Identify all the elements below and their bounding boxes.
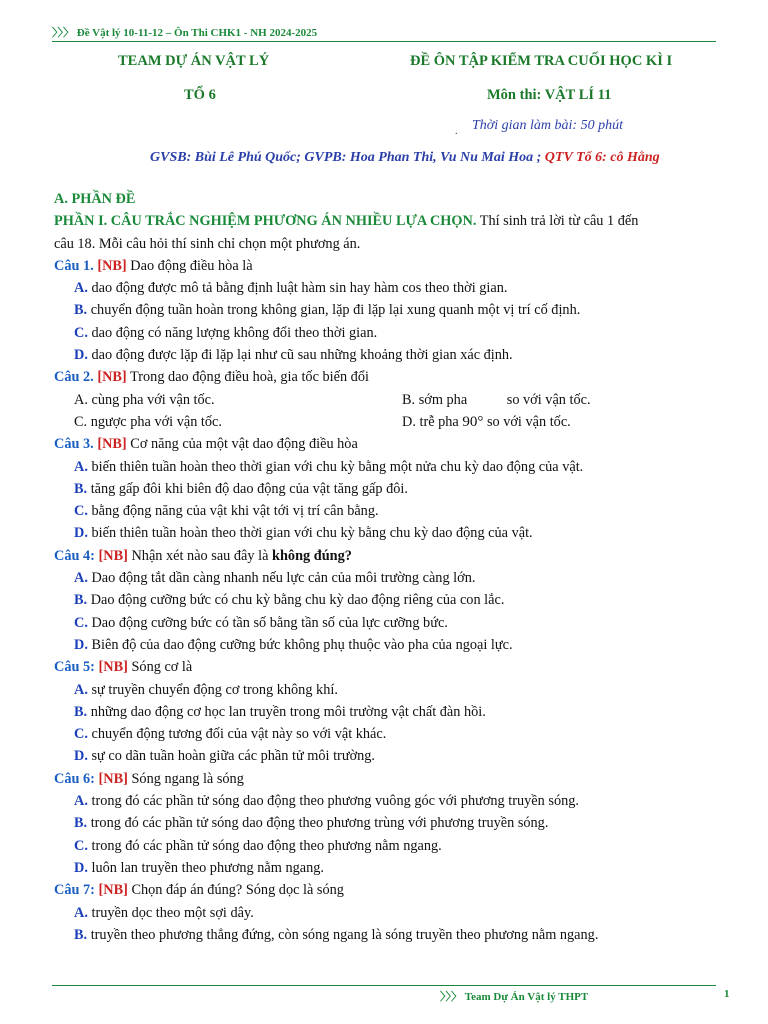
- staff-credits: [150, 150, 660, 166]
- question-stem: Sóng ngang là sóng: [131, 770, 244, 787]
- option-letter: B.: [74, 926, 88, 943]
- part1-desc-line2: câu 18. Mỗi câu hỏi thí sinh chỉ chọn một phương án.: [54, 235, 361, 252]
- option-letter: A.: [74, 280, 88, 297]
- option-text: cùng pha với vận tốc.: [91, 391, 215, 408]
- option-text: dao động được lặp đi lặp lại như cũ sau những khoảng thời gian xác định.: [91, 347, 513, 364]
- question-label: Câu 6:: [54, 770, 95, 787]
- option-text: chuyển động tương đối của vật này so với vật khác.: [91, 726, 387, 743]
- question-stem: Sóng cơ là: [131, 659, 193, 676]
- option-row: [54, 389, 734, 411]
- part1-title: PHẦN I. CÂU TRẮC NGHIỆM PHƯƠNG ÁN NHIỀU LỰA CHỌN.: [54, 213, 477, 230]
- question-level: [NB]: [97, 436, 127, 453]
- option-text: Dao động cưỡng bức có chu kỳ bằng chu kỳ dao động riêng của con lắc.: [90, 592, 505, 609]
- option-text: luôn lan truyền theo phương nằm ngang.: [91, 859, 324, 876]
- group-name: TỔ 6: [184, 87, 216, 103]
- option-letter: A.: [74, 458, 88, 475]
- option-text: truyền dọc theo một sợi dây.: [91, 904, 254, 921]
- option: [54, 567, 734, 589]
- question-label: Câu 7:: [54, 882, 95, 899]
- option-letter: B.: [74, 302, 88, 319]
- option: [54, 701, 734, 723]
- option-angle: 90°: [462, 413, 484, 430]
- team-name: TEAM DỰ ÁN VẬT LÝ: [118, 53, 270, 69]
- question-4: [54, 545, 734, 567]
- question-2: [54, 366, 734, 388]
- option-text-tail: so với vận tốc.: [486, 413, 571, 430]
- option-text: bằng động năng của vật khi vật tới vị trí cân bằng.: [91, 503, 379, 520]
- option-text: sự co dãn tuần hoàn giữa các phần tử môi trường.: [91, 748, 375, 765]
- option-letter: C.: [74, 503, 88, 520]
- question-stem: Dao động điều hòa là: [130, 257, 253, 274]
- question-level: [NB]: [98, 770, 128, 787]
- option: [54, 679, 734, 701]
- question-7: [54, 879, 734, 901]
- option: [54, 344, 734, 366]
- option-letter: A.: [74, 681, 88, 698]
- option-letter: B.: [402, 391, 416, 408]
- option: [54, 723, 734, 745]
- option-letter: C.: [74, 413, 88, 430]
- option-letter: A.: [74, 570, 88, 587]
- option: [54, 322, 734, 344]
- option-letter: B.: [74, 480, 88, 497]
- option: [74, 392, 215, 408]
- option-letter: B.: [74, 815, 88, 832]
- page-footer: [0, 988, 768, 1004]
- option-letter: D.: [74, 636, 88, 653]
- footer-text: 〉〉〉 Team Dự Án Vật lý THPT: [440, 991, 589, 1003]
- option: [54, 277, 734, 299]
- option: [54, 902, 734, 924]
- option-letter: D.: [74, 525, 88, 542]
- part1-intro: [54, 210, 734, 255]
- option-text: Dao động cưỡng bức có tần số bằng tần số của lực cưỡng bức.: [91, 614, 448, 631]
- option-letter: A.: [74, 391, 88, 408]
- time-limit: Thời gian làm bài: 50 phút: [472, 118, 623, 133]
- subject-line: Môn thi: VẬT LÍ 11: [487, 87, 612, 103]
- question-stem: Nhận xét nào sau đây là: [131, 547, 269, 564]
- part1-desc: Thí sinh trả lời từ câu 1 đến: [476, 213, 639, 230]
- option-letter: A.: [74, 793, 88, 810]
- question-6: [54, 768, 734, 790]
- option-text: trong đó các phần tử sóng dao động theo phương nằm ngang.: [91, 837, 442, 854]
- option-text: biến thiên tuần hoàn theo thời gian với chu kỳ bằng chu kỳ dao động của vật.: [91, 525, 533, 542]
- exam-title: ĐỀ ÔN TẬP KIỂM TRA CUỐI HỌC KÌ I: [410, 53, 673, 69]
- option-text: tăng gấp đôi khi biên độ dao động của vật tăng gấp đôi.: [90, 480, 408, 497]
- option-letter: D.: [74, 859, 88, 876]
- question-list: [54, 255, 734, 946]
- option-letter: D.: [74, 347, 88, 364]
- option-text: trong đó các phần tử sóng dao động theo phương trùng với phương truyền sóng.: [90, 815, 549, 832]
- option: [54, 500, 734, 522]
- option: [54, 299, 734, 321]
- option: [402, 389, 591, 411]
- option-text: sự truyền chuyển động cơ trong không khí.: [91, 681, 338, 698]
- question-stem-emphasis: không đúng?: [272, 547, 352, 564]
- question-1: [54, 255, 734, 277]
- option: [54, 924, 734, 946]
- header-rule: [52, 41, 716, 42]
- option-text-tail: so với vận tốc.: [506, 391, 591, 408]
- option-text: những dao động cơ học lan truyền trong môi trường vật chất đàn hồi.: [90, 703, 486, 720]
- running-header: 〉〉〉 Đề Vật lý 10-11-12 – Ôn Thi CHK1 - NH 2024-2025: [52, 27, 318, 39]
- option: [54, 589, 734, 611]
- option-text: trễ pha: [419, 413, 459, 430]
- option-text: dao động có năng lượng không đổi theo thời gian.: [91, 324, 378, 341]
- exam-body: [54, 188, 734, 946]
- option-row: [54, 411, 734, 433]
- option-letter: C.: [74, 324, 88, 341]
- option: [402, 411, 571, 433]
- question-5: [54, 656, 734, 678]
- staff-credits-red: QTV Tổ 6: cô Hằng: [544, 150, 660, 165]
- question-label: Câu 2.: [54, 369, 94, 386]
- option: [54, 857, 734, 879]
- option: [54, 790, 734, 812]
- option: [54, 478, 734, 500]
- staff-credits-blue: GVSB: Bùi Lê Phú Quốc; GVPB: Hoa Phan Thi, Vu Nu Mai Hoa ;: [150, 150, 542, 165]
- option-letter: C.: [74, 726, 88, 743]
- question-stem: Chọn đáp án đúng? Sóng dọc là sóng: [131, 882, 344, 899]
- option-text: dao động được mô tả bằng định luật hàm sin hay hàm cos theo thời gian.: [91, 280, 508, 297]
- stray-dot: .: [455, 126, 458, 137]
- option-text: sớm pha: [418, 391, 468, 408]
- option-letter: D.: [402, 413, 416, 430]
- option-text: biến thiên tuần hoàn theo thời gian với chu kỳ bằng một nửa chu kỳ dao động của vật.: [91, 458, 584, 475]
- question-3: [54, 433, 734, 455]
- option-text: trong đó các phần tử sóng dao động theo phương vuông góc với phương truyền sóng.: [91, 793, 579, 810]
- option-text: Dao động tắt dần càng nhanh nếu lực cản của môi trường càng lớn.: [91, 570, 476, 587]
- option: [74, 414, 222, 430]
- footer-rule: [52, 985, 716, 986]
- question-level: [NB]: [98, 659, 128, 676]
- option-text: ngược pha với vận tốc.: [90, 413, 222, 430]
- option: [54, 612, 734, 634]
- option-letter: A.: [74, 904, 88, 921]
- question-label: Câu 4:: [54, 547, 95, 564]
- option-text: truyền theo phương thẳng đứng, còn sóng ngang là sóng truyền theo phương nằm ngang.: [90, 926, 599, 943]
- option-letter: C.: [74, 614, 88, 631]
- option-letter: C.: [74, 837, 88, 854]
- option-text: chuyển động tuần hoàn trong không gian, lặp đi lặp lại xung quanh một vị trí cố định.: [90, 302, 581, 319]
- question-level: [NB]: [98, 882, 128, 899]
- option: [54, 522, 734, 544]
- question-stem: Trong dao động điều hoà, gia tốc biến đổi: [130, 369, 369, 386]
- option: [54, 634, 734, 656]
- option-letter: B.: [74, 703, 88, 720]
- question-label: Câu 1.: [54, 257, 94, 274]
- section-a-heading: A. PHẦN ĐỀ: [54, 191, 136, 207]
- question-label: Câu 3.: [54, 436, 94, 453]
- option: [54, 835, 734, 857]
- option-letter: B.: [74, 592, 88, 609]
- question-level: [NB]: [98, 547, 128, 564]
- option: [54, 745, 734, 767]
- question-label: Câu 5:: [54, 659, 95, 676]
- option: [54, 812, 734, 834]
- question-stem: Cơ năng của một vật dao động điều hòa: [130, 436, 358, 453]
- question-level: [NB]: [97, 369, 127, 386]
- page-number: 1: [724, 988, 730, 1000]
- option-text: Biên độ của dao động cưỡng bức không phụ thuộc vào pha của ngoại lực.: [91, 636, 513, 653]
- option: [54, 456, 734, 478]
- question-level: [NB]: [97, 257, 127, 274]
- option-letter: D.: [74, 748, 88, 765]
